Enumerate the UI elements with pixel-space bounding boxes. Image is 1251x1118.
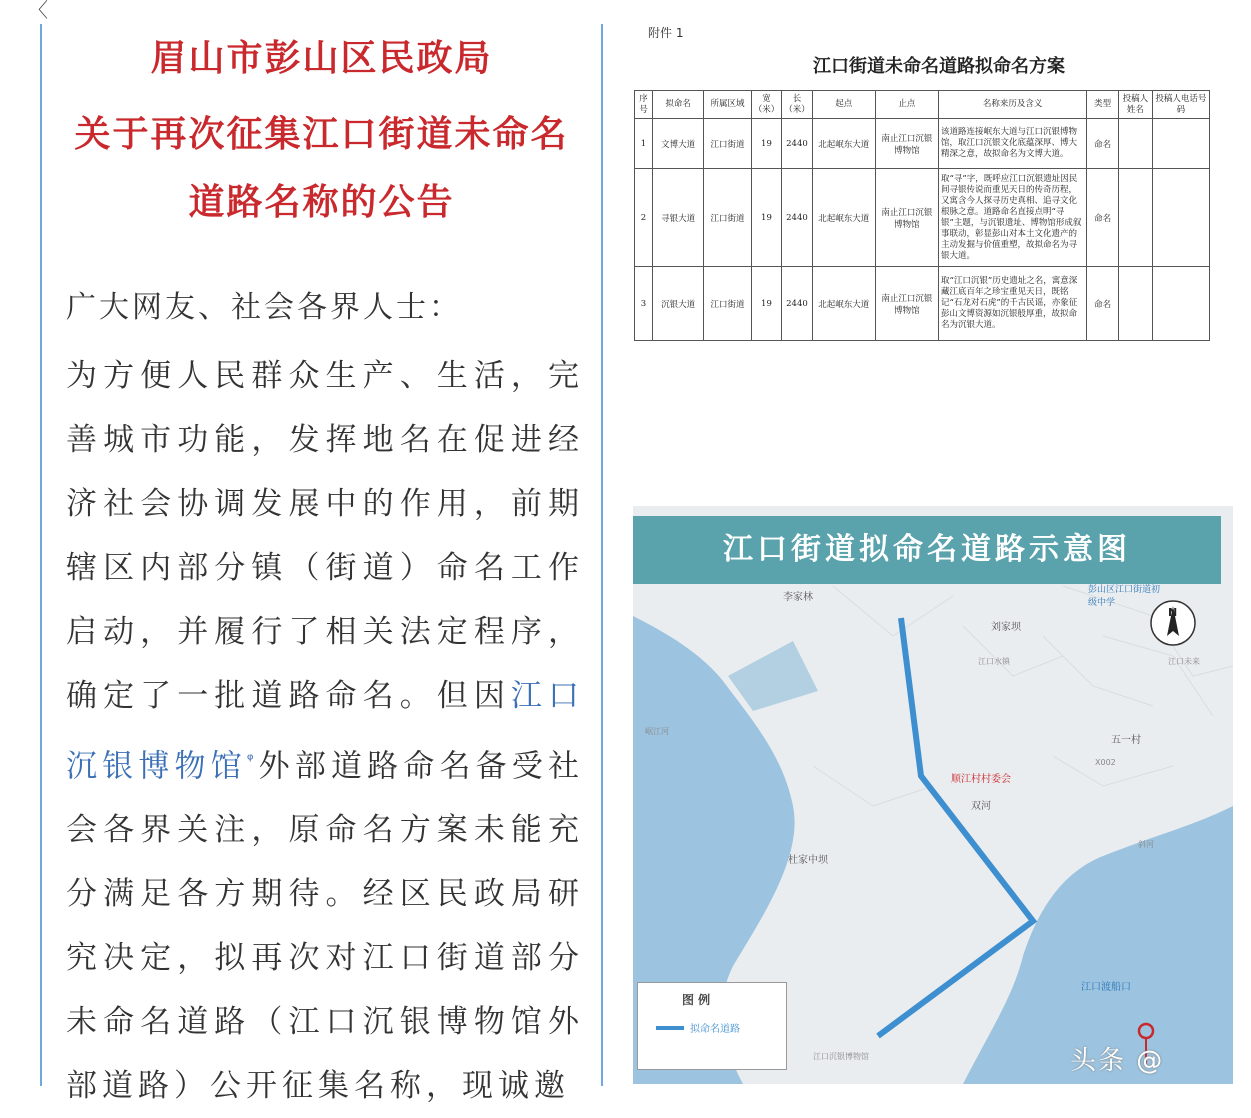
cell-phone	[1152, 267, 1209, 341]
cell-start: 北起岷东大道	[812, 169, 875, 267]
map-label-shuanghe: 双河	[971, 801, 991, 812]
col-header-name: 拟命名	[652, 91, 703, 119]
back-arrow-icon[interactable]: 〈	[28, 0, 48, 22]
col-header-width: 宽（米）	[751, 91, 782, 119]
attachment-title: 江口街道未命名道路拟命名方案	[813, 56, 1065, 77]
col-header-meaning: 名称来历及含义	[939, 91, 1087, 119]
cell-submitter	[1119, 169, 1153, 267]
naming-scheme-table	[634, 90, 1210, 341]
map-label-minjiang: 岷江河	[645, 727, 669, 736]
cell-type: 命名	[1087, 119, 1119, 169]
col-header-phone: 投稿人电话号码	[1152, 91, 1209, 119]
cell-width: 19	[751, 267, 782, 341]
cell-name: 沉银大道	[652, 267, 703, 341]
map-label-committee: 顺江村村委会	[951, 774, 1011, 785]
cell-name: 文博大道	[652, 119, 703, 169]
map-label-road-code: X002	[1095, 758, 1116, 767]
cell-phone	[1152, 119, 1209, 169]
cell-length: 2440	[782, 169, 813, 267]
cell-length: 2440	[782, 119, 813, 169]
cell-submitter	[1119, 119, 1153, 169]
announcement-panel	[40, 24, 603, 1105]
table-row	[635, 169, 1210, 267]
cell-end: 南止江口沉银博物馆	[875, 169, 938, 267]
map-label-jiangkou-future: 江口未来	[1168, 657, 1200, 666]
cell-name: 寻银大道	[652, 169, 703, 267]
cell-start: 北起岷东大道	[812, 119, 875, 169]
notice-title-line-1: 眉山市彭山区民政局	[150, 38, 493, 79]
notice-body-text-1: 为方便人民群众生产、生活，完善城市功能，发挥地名在促进经济社会协调发展中的作用，前期辖区内部分镇（街道）命名工作启动，并履行了相关法定程序，确定了一批道路命名。但因	[66, 358, 584, 714]
road-schematic-map	[633, 506, 1233, 1084]
notice-salutation: 广大网友、社会各界人士：	[66, 290, 462, 325]
map-title: 江口街道拟命名道路示意图	[633, 516, 1221, 584]
attachment-label: 附件 1	[648, 26, 684, 40]
cell-area: 江口街道	[704, 119, 751, 169]
map-legend	[637, 982, 787, 1070]
col-header-length: 长（米）	[782, 91, 813, 119]
map-label-museum: 江口沉银博物馆	[813, 1052, 869, 1061]
cell-index: 3	[635, 267, 653, 341]
map-label-wuyicun: 五一村	[1111, 735, 1141, 746]
cell-phone	[1152, 169, 1209, 267]
cell-meaning: 取“江口沉银”历史遗址之名，寓意深藏江底百年之珍宝重见天日，既铭记“石龙对石虎”的千古民谣，亦象征彭山文博资源如沉银般厚重，故拟命名为沉银大道。	[939, 267, 1087, 341]
compass-north-icon: N	[1168, 606, 1178, 619]
cell-end: 南止江口沉银博物馆	[875, 267, 938, 341]
table-header-row	[635, 91, 1210, 119]
col-header-type: 类型	[1087, 91, 1119, 119]
table-row	[635, 119, 1210, 169]
cell-submitter	[1119, 267, 1153, 341]
cell-meaning: 该道路连接岷东大道与江口沉银博物馆，取江口沉银文化底蕴深厚、博大精深之意，故拟命名为文博大道。	[939, 119, 1087, 169]
table-row	[635, 267, 1210, 341]
notice-title-line-3: 道路名称的公告	[188, 182, 455, 223]
cell-length: 2440	[782, 267, 813, 341]
cell-start: 北起岷东大道	[812, 267, 875, 341]
map-label-ferry: 江口渡船口	[1081, 982, 1131, 993]
legend-road-label: 拟命名道路	[690, 1024, 740, 1035]
cell-width: 19	[751, 119, 782, 169]
notice-body-text-2: 外部道路命名备受社会各界关注，原命名方案未能充分满足各方期待。经区民政局研究决定，拟再次对江口街道部分未命名道路（江口沉银博物馆外部道路）公开征集名称，现诚邀	[66, 748, 585, 1105]
map-label-xiehe: 斜河	[1138, 840, 1154, 849]
map-label-liujiaba: 刘家坝	[991, 622, 1021, 633]
notice-title-line-2: 关于再次征集江口街道未命名	[74, 114, 569, 155]
col-header-start: 起点	[812, 91, 875, 119]
legend-road-swatch	[656, 1026, 684, 1030]
map-label-shuijie: 江口水镇	[978, 657, 1010, 666]
cell-index: 2	[635, 169, 653, 267]
museum-link[interactable]: 江口沉银博物馆	[66, 678, 584, 785]
cell-meaning: 取“寻”字，既呼应江口沉银遗址因民间寻银传说而重见天日的传奇历程，又寓含今人探寻历史真相、追寻文化根脉之意。道路命名直接点明“寻银”主题，与沉银遗址、博物馆形成叙事联动，彰显彭山对本土文化遗产的主动发掘与价值重塑，故拟命名为寻银大道。	[939, 169, 1087, 267]
cell-end: 南止江口沉银博物馆	[875, 119, 938, 169]
search-icon[interactable]: ᵠ	[246, 750, 259, 769]
map-label-school: 彭山区江口街道初级中学	[1088, 585, 1161, 608]
cell-area: 江口街道	[704, 169, 751, 267]
map-label-lijialin: 李家林	[783, 592, 813, 603]
cell-type: 命名	[1087, 267, 1119, 341]
watermark: 头条 @	[1070, 1046, 1165, 1076]
col-header-end: 止点	[875, 91, 938, 119]
col-header-index: 序号	[635, 91, 653, 119]
legend-title: 图 例	[682, 993, 711, 1007]
cell-index: 1	[635, 119, 653, 169]
col-header-submitter: 投稿人姓名	[1119, 91, 1153, 119]
map-label-dujiazhongba: 杜家中坝	[788, 855, 828, 866]
notice-body	[66, 344, 584, 1118]
col-header-area: 所属区域	[704, 91, 751, 119]
cell-area: 江口街道	[704, 267, 751, 341]
cell-type: 命名	[1087, 169, 1119, 267]
cell-width: 19	[751, 169, 782, 267]
